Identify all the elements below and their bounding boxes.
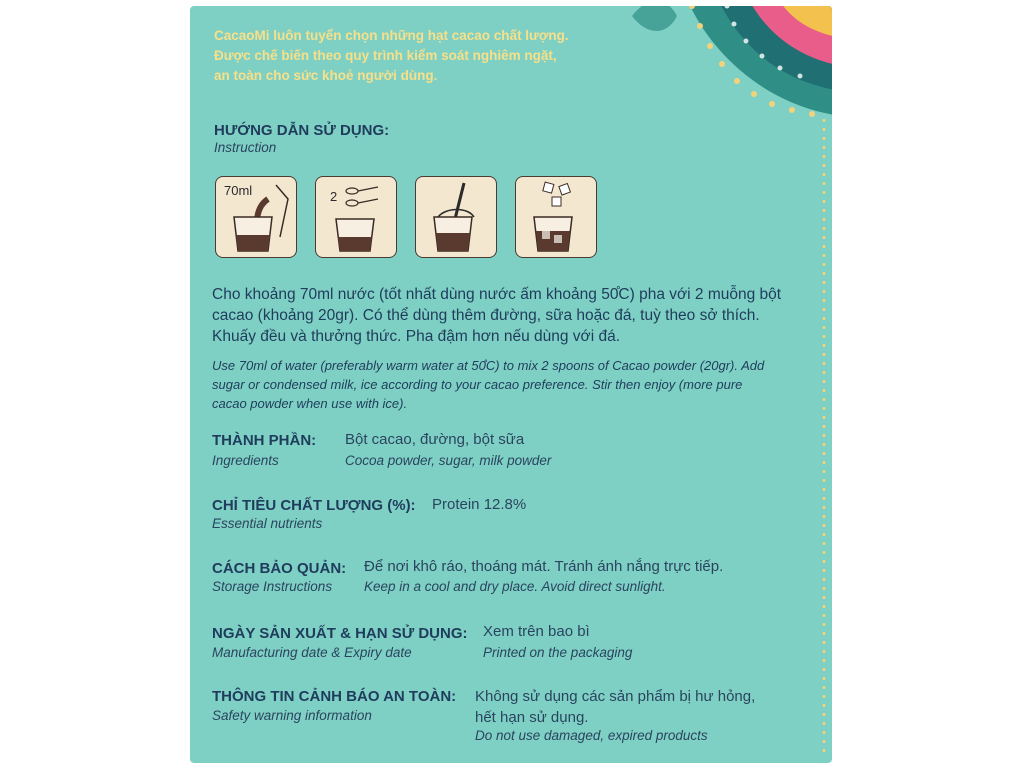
ingredients-subtitle: Ingredients	[212, 453, 279, 468]
stir-glass-icon	[416, 177, 496, 257]
step-pour-water	[215, 176, 297, 258]
quality-title: CHỈ TIÊU CHẤT LƯỢNG (%):	[212, 497, 416, 514]
package-panel	[190, 6, 832, 763]
safety-value-line2: hết hạn sử dụng.	[475, 709, 589, 726]
safety-value-en: Do not use damaged, expired products	[475, 728, 708, 743]
step-add-ice	[515, 176, 597, 258]
step-stir	[415, 176, 497, 258]
storage-title: CÁCH BẢO QUẢN:	[212, 560, 347, 577]
instruction-title: HƯỚNG DẪN SỬ DỤNG:	[214, 122, 390, 139]
dotted-border	[822, 116, 826, 753]
instruction-line: Khuấy đều và thưởng thức. Pha đậm hơn nếu dùng với đá.	[212, 328, 621, 345]
instruction-text-vi	[212, 284, 812, 347]
intro-line: Được chế biến theo quy trình kiểm soát nghiêm ngặt,	[214, 48, 557, 63]
instruction-line: Use 70ml of water (preferably warm water at 50̊C) to mix 2 spoons of Cacao powder (20gr). Add	[212, 358, 765, 373]
quality-value: Protein 12.8%	[432, 496, 527, 513]
mandala-decoration-icon	[622, 6, 832, 126]
glass-pour-icon	[216, 177, 296, 257]
intro-text	[214, 26, 634, 86]
instruction-subtitle: Instruction	[214, 140, 277, 155]
safety-subtitle: Safety warning information	[212, 708, 372, 723]
instruction-line: cacao (khoảng 20gr). Có thể dùng thêm đường, sữa hoặc đá, tuỳ theo sở thích.	[212, 307, 760, 324]
ingredients-title: THÀNH PHẦN:	[212, 432, 317, 449]
instruction-text-en	[212, 356, 812, 413]
ingredients-value: Bột cacao, đường, bột sữa	[345, 431, 525, 448]
storage-subtitle: Storage Instructions	[212, 579, 333, 594]
dates-subtitle: Manufacturing date & Expiry date	[212, 645, 412, 660]
safety-value-line1: Không sử dụng các sản phẩm bị hư hỏng,	[475, 688, 756, 705]
dates-value: Xem trên bao bì	[483, 623, 590, 640]
storage-value: Để nơi khô ráo, thoáng mát. Tránh ánh nắng trực tiếp.	[364, 558, 724, 575]
ingredients-value-en: Cocoa powder, sugar, milk powder	[345, 453, 552, 468]
step-spoon-count: 2	[330, 189, 338, 204]
instruction-line: cacao powder when use with ice).	[212, 396, 408, 411]
instruction-line: sugar or condensed milk, ice according to your cacao preference. Stir then enjoy (more pure	[212, 377, 743, 392]
dates-value-en: Printed on the packaging	[483, 645, 633, 660]
spoon-glass-icon	[316, 177, 396, 257]
storage-value-en: Keep in a cool and dry place. Avoid direct sunlight.	[364, 579, 666, 594]
intro-line: an toàn cho sức khoẻ người dùng.	[214, 68, 438, 83]
step-water-amount: 70ml	[224, 183, 253, 198]
step-add-powder	[315, 176, 397, 258]
instruction-line: Cho khoảng 70ml nước (tốt nhất dùng nước ấm khoảng 50̊C) pha với 2 muỗng bột	[212, 286, 782, 303]
safety-title: THÔNG TIN CẢNH BÁO AN TOÀN:	[212, 688, 457, 705]
intro-line: CacaoMi luôn tuyển chọn những hạt cacao chất lượng.	[214, 28, 569, 43]
ice-glass-icon	[516, 177, 596, 257]
dates-title: NGÀY SẢN XUẤT & HẠN SỬ DỤNG:	[212, 625, 468, 642]
quality-subtitle: Essential nutrients	[212, 516, 323, 531]
